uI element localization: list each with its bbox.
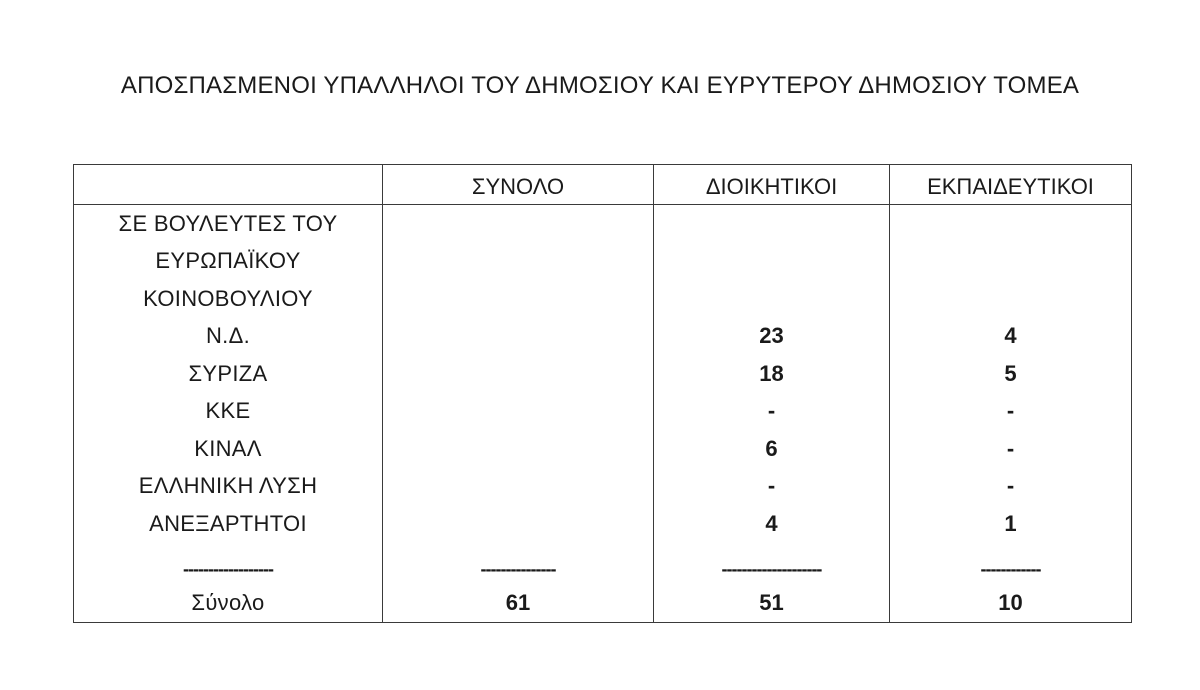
cell-total: [383, 355, 654, 393]
separator-dashes: ---------------: [383, 543, 654, 585]
row-label: ΑΝΕΞΑΡΤΗΤΟΙ: [74, 505, 383, 543]
separator-dashes: ------------------: [74, 543, 383, 585]
table-header-row: [74, 165, 1132, 205]
header-total: ΣΥΝΟΛΟ: [383, 165, 654, 205]
row-label: ΕΥΡΩΠΑΪΚΟΥ: [74, 243, 383, 281]
cell-administrative: [654, 243, 890, 281]
cell-total: [383, 505, 654, 543]
cell-administrative: 6: [654, 430, 890, 468]
total-label: Σύνολο: [74, 584, 383, 622]
header-administrative: ΔΙΟΙΚΗΤΙΚΟΙ: [654, 165, 890, 205]
cell-total: [383, 430, 654, 468]
table-row: [74, 318, 1132, 356]
row-label: ΣΕ ΒΟΥΛΕΥΤΕΣ ΤΟΥ: [74, 205, 383, 243]
cell-administrative: [654, 205, 890, 243]
cell-total: [383, 468, 654, 506]
row-label: ΕΛΛΗΝΙΚΗ ΛΥΣΗ: [74, 468, 383, 506]
table-row: [74, 243, 1132, 281]
header-empty: [74, 165, 383, 205]
cell-total: [383, 205, 654, 243]
cell-educational: [890, 280, 1132, 318]
row-label: Ν.Δ.: [74, 318, 383, 356]
cell-educational: 5: [890, 355, 1132, 393]
total-educational: 10: [890, 584, 1132, 622]
cell-total: [383, 243, 654, 281]
row-label: ΚΚΕ: [74, 393, 383, 431]
cell-educational: -: [890, 393, 1132, 431]
cell-administrative: -: [654, 468, 890, 506]
cell-administrative: -: [654, 393, 890, 431]
separator-row: [74, 543, 1132, 585]
cell-administrative: 23: [654, 318, 890, 356]
cell-educational: -: [890, 430, 1132, 468]
table-row: [74, 505, 1132, 543]
detached-employees-table: [73, 164, 1132, 623]
row-label: ΚΟΙΝΟΒΟΥΛΙΟΥ: [74, 280, 383, 318]
cell-educational: 1: [890, 505, 1132, 543]
table-row: [74, 393, 1132, 431]
cell-total: [383, 280, 654, 318]
cell-educational: [890, 205, 1132, 243]
cell-educational: [890, 243, 1132, 281]
header-educational: ΕΚΠΑΙΔΕΥΤΙΚΟΙ: [890, 165, 1132, 205]
separator-dashes: --------------------: [654, 543, 890, 585]
cell-total: [383, 393, 654, 431]
table-row: [74, 355, 1132, 393]
row-label: ΚΙΝΑΛ: [74, 430, 383, 468]
total-row: [74, 584, 1132, 622]
table-row: [74, 430, 1132, 468]
cell-educational: -: [890, 468, 1132, 506]
table-row: [74, 205, 1132, 243]
table-row: [74, 468, 1132, 506]
cell-administrative: [654, 280, 890, 318]
cell-administrative: 4: [654, 505, 890, 543]
cell-educational: 4: [890, 318, 1132, 356]
cell-total: [383, 318, 654, 356]
row-label: ΣΥΡΙΖΑ: [74, 355, 383, 393]
total-administrative: 51: [654, 584, 890, 622]
total-sum: 61: [383, 584, 654, 622]
table-row: [74, 280, 1132, 318]
separator-dashes: ------------: [890, 543, 1132, 585]
document-title: ΑΠΟΣΠΑΣΜΕΝΟΙ ΥΠΑΛΛΗΛΟΙ ΤΟΥ ΔΗΜΟΣΙΟΥ ΚΑΙ ΕΥΡΥΤΕΡΟΥ ΔΗΜΟΣΙΟΥ ΤΟΜΕΑ: [120, 72, 1080, 99]
cell-administrative: 18: [654, 355, 890, 393]
